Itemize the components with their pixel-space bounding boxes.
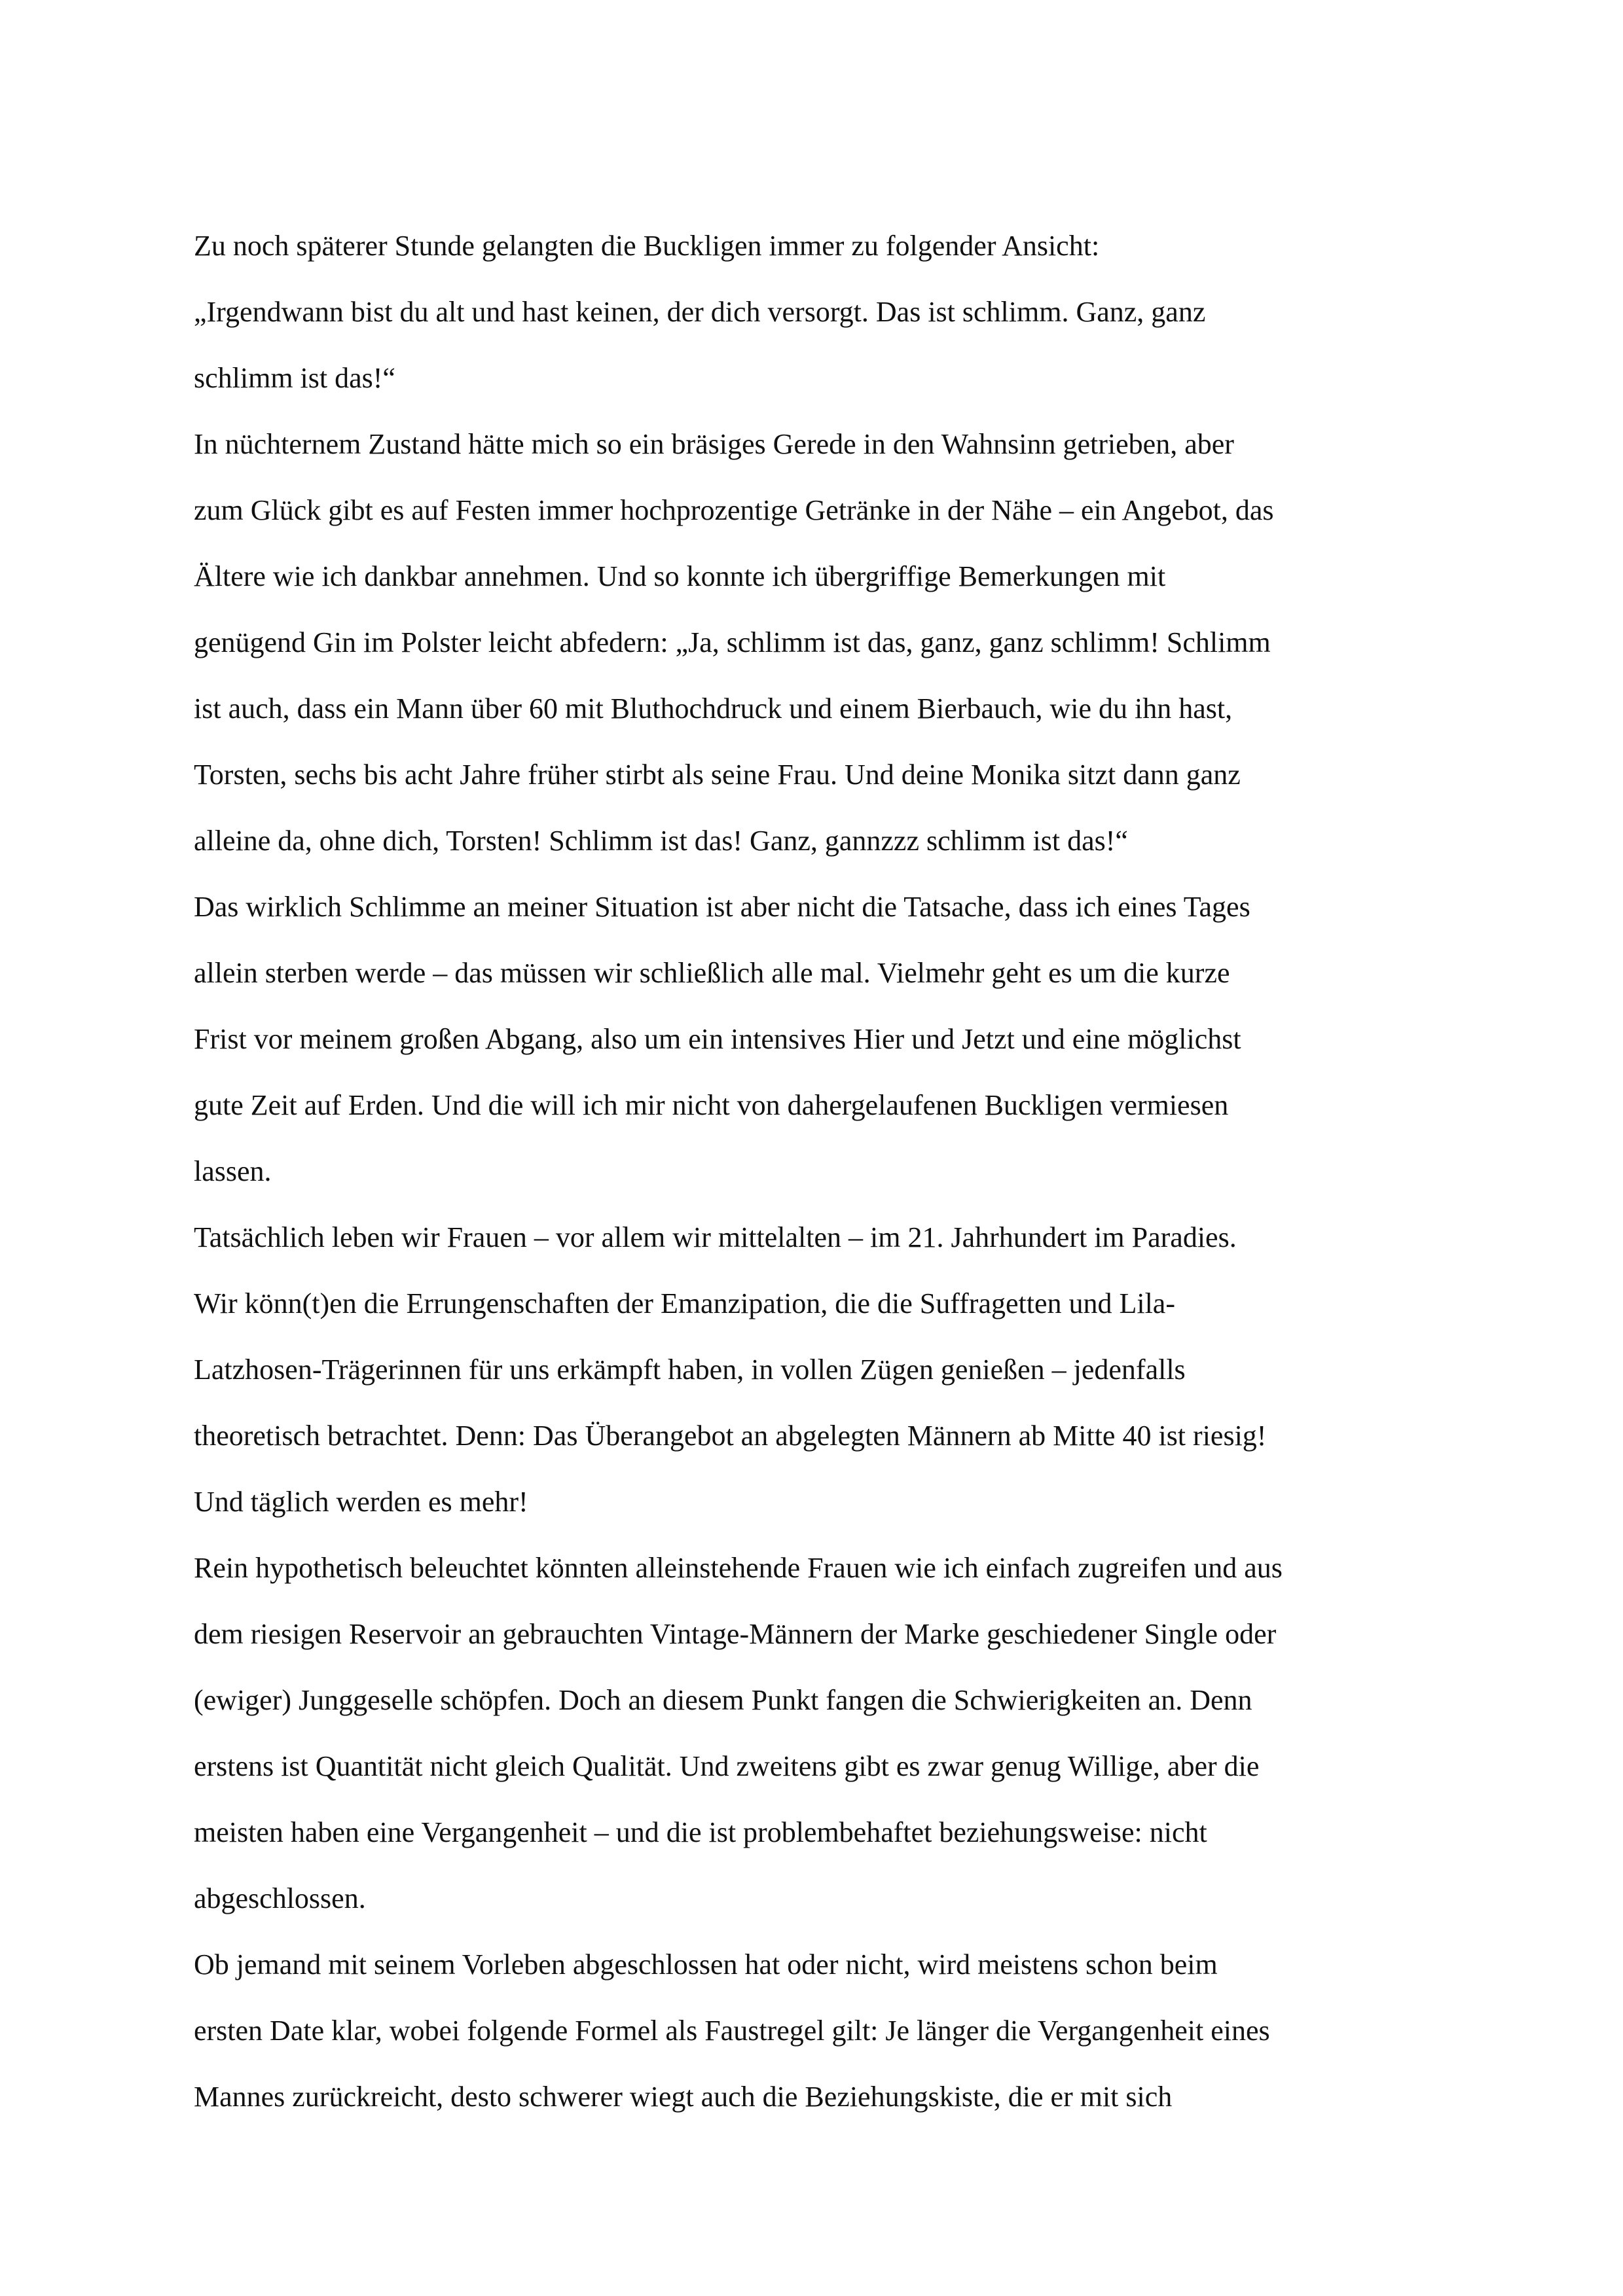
text-line: dem riesigen Reservoir an gebrauchten Vintage-Männern der Marke geschiedener Single oder: [194, 1618, 1277, 1650]
document-body: [194, 213, 1438, 2130]
text-line: Frist vor meinem großen Abgang, also um ein intensives Hier und Jetzt und eine möglichst: [194, 1023, 1241, 1055]
text-line: erstens ist Quantität nicht gleich Qualität. Und zweitens gibt es zwar genug Willige, aber die: [194, 1750, 1260, 1782]
text-line: ist auch, dass ein Mann über 60 mit Bluthochdruck und einem Bierbauch, wie du ihn hast,: [194, 692, 1233, 725]
text-line: allein sterben werde – das müssen wir schließlich alle mal. Vielmehr geht es um die kurze: [194, 957, 1230, 989]
text-line: Ältere wie ich dankbar annehmen. Und so konnte ich übergriffige Bemerkungen mit: [194, 560, 1166, 592]
text-line: Torsten, sechs bis acht Jahre früher stirbt als seine Frau. Und deine Monika sitzt dann ganz: [194, 759, 1241, 791]
text-line: meisten haben eine Vergangenheit – und die ist problembehaftet beziehungsweise: nicht: [194, 1816, 1207, 1848]
text-line: abgeschlossen.: [194, 1882, 366, 1914]
text-line: Ob jemand mit seinem Vorleben abgeschlossen hat oder nicht, wird meistens schon beim: [194, 1948, 1218, 1981]
text-line: gute Zeit auf Erden. Und die will ich mir nicht von dahergelaufenen Buckligen vermiesen: [194, 1089, 1229, 1121]
text-line: „Irgendwann bist du alt und hast keinen, der dich versorgt. Das ist schlimm. Ganz, ganz: [194, 296, 1206, 328]
text-line: In nüchternem Zustand hätte mich so ein bräsiges Gerede in den Wahnsinn getrieben, aber: [194, 428, 1234, 460]
text-line: Rein hypothetisch beleuchtet könnten alleinstehende Frauen wie ich einfach zugreifen und aus: [194, 1552, 1283, 1584]
text-line: Zu noch späterer Stunde gelangten die Buckligen immer zu folgender Ansicht:: [194, 230, 1100, 262]
text-line: schlimm ist das!“: [194, 362, 395, 394]
text-line: alleine da, ohne dich, Torsten! Schlimm ist das! Ganz, gannzzz schlimm ist das!“: [194, 825, 1128, 857]
text-line: Tatsächlich leben wir Frauen – vor allem wir mittelalten – im 21. Jahrhundert im Paradies.: [194, 1221, 1237, 1253]
text-line: ersten Date klar, wobei folgende Formel als Faustregel gilt: Je länger die Vergangenheit eines: [194, 2015, 1270, 2047]
text-line: genügend Gin im Polster leicht abfedern: „Ja, schlimm ist das, ganz, ganz schlimm! Schlimm: [194, 626, 1271, 658]
text-line: Latzhosen-Trägerinnen für uns erkämpft haben, in vollen Zügen genießen – jedenfalls: [194, 1354, 1186, 1386]
text-line: Und täglich werden es mehr!: [194, 1486, 528, 1518]
text-line: Das wirklich Schlimme an meiner Situation ist aber nicht die Tatsache, dass ich eines Tages: [194, 891, 1250, 923]
text-line: theoretisch betrachtet. Denn: Das Überangebot an abgelegten Männern ab Mitte 40 ist riesig!: [194, 1420, 1267, 1452]
text-line: (ewiger) Junggeselle schöpfen. Doch an diesem Punkt fangen die Schwierigkeiten an. Denn: [194, 1684, 1252, 1716]
text-line: Wir könn(t)en die Errungenschaften der Emanzipation, die die Suffragetten und Lila-: [194, 1287, 1175, 1319]
text-line: lassen.: [194, 1155, 272, 1187]
text-line: zum Glück gibt es auf Festen immer hochprozentige Getränke in der Nähe – ein Angebot, das: [194, 494, 1274, 526]
text-line: Mannes zurückreicht, desto schwerer wiegt auch die Beziehungskiste, die er mit sich: [194, 2081, 1173, 2113]
